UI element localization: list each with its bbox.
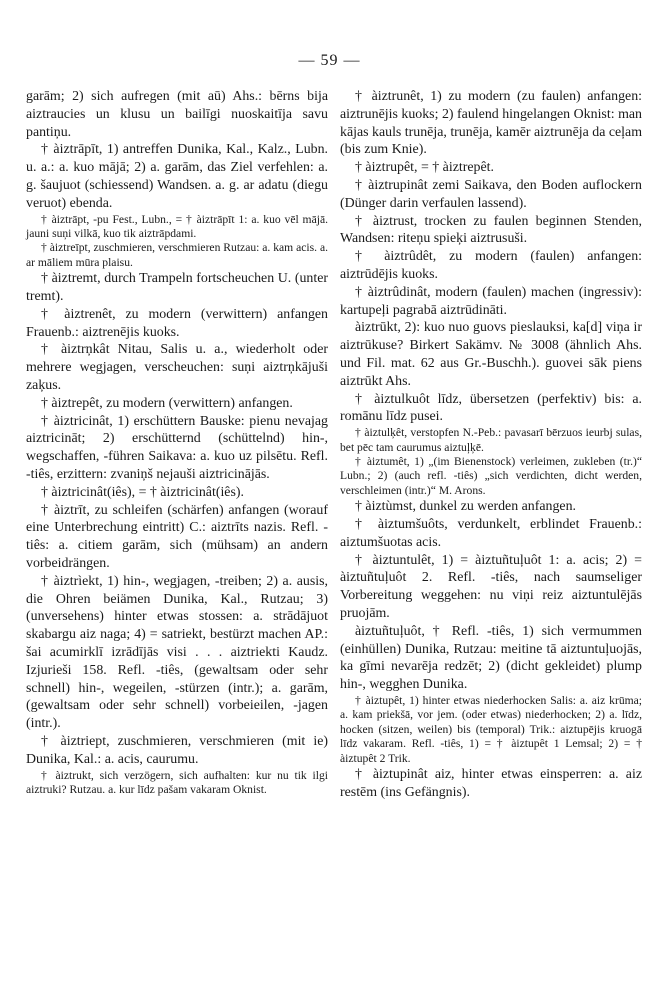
dictionary-entry: † àiztremt, durch Trampeln fortscheuchen U. (unter tremt).	[26, 271, 328, 304]
right-column	[340, 88, 642, 802]
dictionary-entry: † àiztrukt, sich verzögern, sich aufhalten: kur nu tik ilgi aiztruki? Rutzau. a. kur līdz pašam vakaram Oknist.	[26, 768, 328, 796]
dictionary-entry: † àiztulkuôt līdz, übersetzen (perfektiv) bis: a. romānu līdz pusei.	[340, 391, 642, 425]
dictionary-entry: † àiztrupêt, = † àiztrepêt.	[355, 160, 494, 176]
dictionary-entry: † àiztupêt, 1) hinter etwas niederhocken Salis: a. aiz krūma; a. kam priekšā, vor jem. (oder etwas) niederhocken; 2) a. līdz, hocken (sitzen, weilen) bis (temporal) Trik.: aiztupējis kruogā līdz vakaram. Refl. -tiês, 1) = † àiztupêt 1 Lemsal; 2) = † àiztupêt 2 Trik.	[340, 693, 642, 765]
dictionary-entry: † àiztùmst, dunkel zu werden anfangen.	[355, 499, 577, 515]
dictionary-entry: † àiztrust, trocken zu faulen beginnen Stenden, Wandsen: riteņu spieķi aiztrusuši.	[340, 213, 642, 247]
left-column	[26, 88, 328, 797]
dictionary-entry: àiztuñtuļuôt, † Refl. -tiês, 1) sich vermummen (einhüllen) Dunika, Rutzau: meitine tā aiztuntuļuojās, ka gīmi nevarēja redzēt; 2) (dicht gekleidet) plump hin-, wegghen Dunika.	[340, 623, 642, 693]
dictionary-entry: † àiztrāpt, -pu Fest., Lubn., = † àiztrāpīt 1: a. kuo vēl mājā. jauni suņi vilkā, kuo tik aiztrāpdami.	[26, 212, 328, 240]
dictionary-entry: † àiztrupinât zemi Saikava, den Boden auflockern (Dünger darin verfaulen lassend).	[340, 177, 642, 211]
dictionary-entry: garām; 2) sich aufregen (mit aū) Ahs.: bērns bija aiztraucies un klusu un bailīgi nuoskaitīja savu pantiņu.	[26, 89, 328, 140]
dictionary-entry: † àiztumêt, 1) „(im Bienenstock) verleimen, zukleben (tr.)“ Lubn.; 2) (auch refl. -tiês) „sich verdichten, dicht werden, verschleimen (intr.)“ M. Arons.	[340, 454, 642, 497]
dictionary-entry: † àiztricinât(iês), = † àiztricinât(iês).	[41, 484, 244, 500]
dictionary-entry: àiztrūkt, 2): kuo nuo guovs pieslauksi, ka[d] viņa ir aiztrūkuse? Birkert Sakämv. № 3008 (ähnlich Ahs. und Fil. mat. 62 aus Gr.-Buschh.). guovei sāk piens aiztrūkt Ahs.	[340, 320, 642, 389]
dictionary-entry: † àiztrìekt, 1) hin-, wegjagen, -treiben; 2) a. ausis, die Ohren beiämen Dunika, Kal., Rutzau; 3) (unversehens) hinter etwas stossen: a. strādājuot skabargu aiz naga; 4) = satriekt, bestürzt machen AP.: šai acumirklī izrādījās visi . . . aiztriekti Kaudz. Izjurieši 158. Refl. -tiês, (gewaltsam oder sehr schnell) hin-, wegeilen, -stürzen (intr.); a. garām, (gewaltsam oder sehr schnell) vorbeieilen, -jagen (intr.).	[26, 573, 328, 732]
dictionary-entry: † àiztrāpīt, 1) antreffen Dunika, Kal., Kalz., Lubn. u. a.: a. kuo mājā; 2) a. garām, das Ziel verfehlen: a. g. šaujuot (schiessend) Wandsen. a. g. ar adatu (diegu veruot) ebenda.	[26, 142, 328, 211]
dictionary-entry: † àiztreīpt, zuschmieren, verschmieren Rutzau: a. kam acis. a. ar māliem mūra plaisu.	[26, 241, 328, 269]
dictionary-entry: † àiztuntulêt, 1) = àiztuñtuļuôt 1: a. acis; 2) = àiztuñtuļuôt 2. Refl. -tiês, nach saumseliger Vorbereitung weggehen: nu viņi reiz aiztuntulējās pruojām.	[340, 552, 642, 621]
dictionary-entry: † àiztricinât, 1) erschüttern Bauske: pienu nevajag aiztricināt; 2) erschütternd (schüttelnd) hin-, wegschaffen, -führen Saikava: a. kuo uz pilsētu. Refl. -tiês, erzittern: zvaniņš nejauši aiztricinājās.	[26, 413, 328, 482]
dictionary-entry: † àiztrunêt, 1) zu modern (zu faulen) anfangen: aiztrunējis kuoks; 2) faulend hingelangen Oknist: man kājas kauls trunēja, trunēja, kamēr aiztrunēja da ceļam (bis zum Knie).	[340, 89, 642, 158]
page-number: — 59 —	[298, 52, 361, 69]
dictionary-entry: † àiztulķêt, verstopfen N.-Peb.: pavasarī bērzuos ieurbj sulas, bet pēc tam caurumus aiztuļķē.	[340, 426, 642, 454]
dictionary-entry: † àiztrīt, zu schleifen (schärfen) anfangen (worauf eine Unterbrechung eintritt) C.: aiztrīts nazis. Refl. -tiês: a. citiem garām, sich (mühsam) an andern vorbeidrängen.	[26, 502, 328, 571]
dictionary-entry: † àiztrûdinât, modern (faulen) machen (ingressiv): kartupeļi pagrabā aiztrūdināti.	[340, 284, 642, 318]
dictionary-entry: † àiztrepêt, zu modern (verwittern) anfangen.	[41, 395, 293, 411]
dictionary-entry: † àiztupinât aiz, hinter etwas einsperren: a. aiz restēm (ins Gefängnis).	[340, 766, 642, 800]
dictionary-entry: † àiztrņkât Nitau, Salis u. a., wiederholt oder mehrere wegjagen, verscheuchen: suņi aiztrņkājuši zaķus.	[26, 342, 328, 393]
dictionary-entry: † àiztumšuôts, verdunkelt, erblindet Frauenb.: aiztumšuotas acis.	[340, 516, 642, 550]
dictionary-entry: † àiztrûdêt, zu modern (faulen) anfangen: aiztrūdējis kuoks.	[340, 249, 642, 282]
dictionary-entry: † àiztriept, zuschmieren, verschmieren (mit ie) Dunika, Kal.: a. acis, caurumu.	[26, 733, 328, 767]
dictionary-entry: † àiztrenêt, zu modern (verwittern) anfangen Frauenb.: aiztrenējis kuoks.	[26, 306, 328, 340]
